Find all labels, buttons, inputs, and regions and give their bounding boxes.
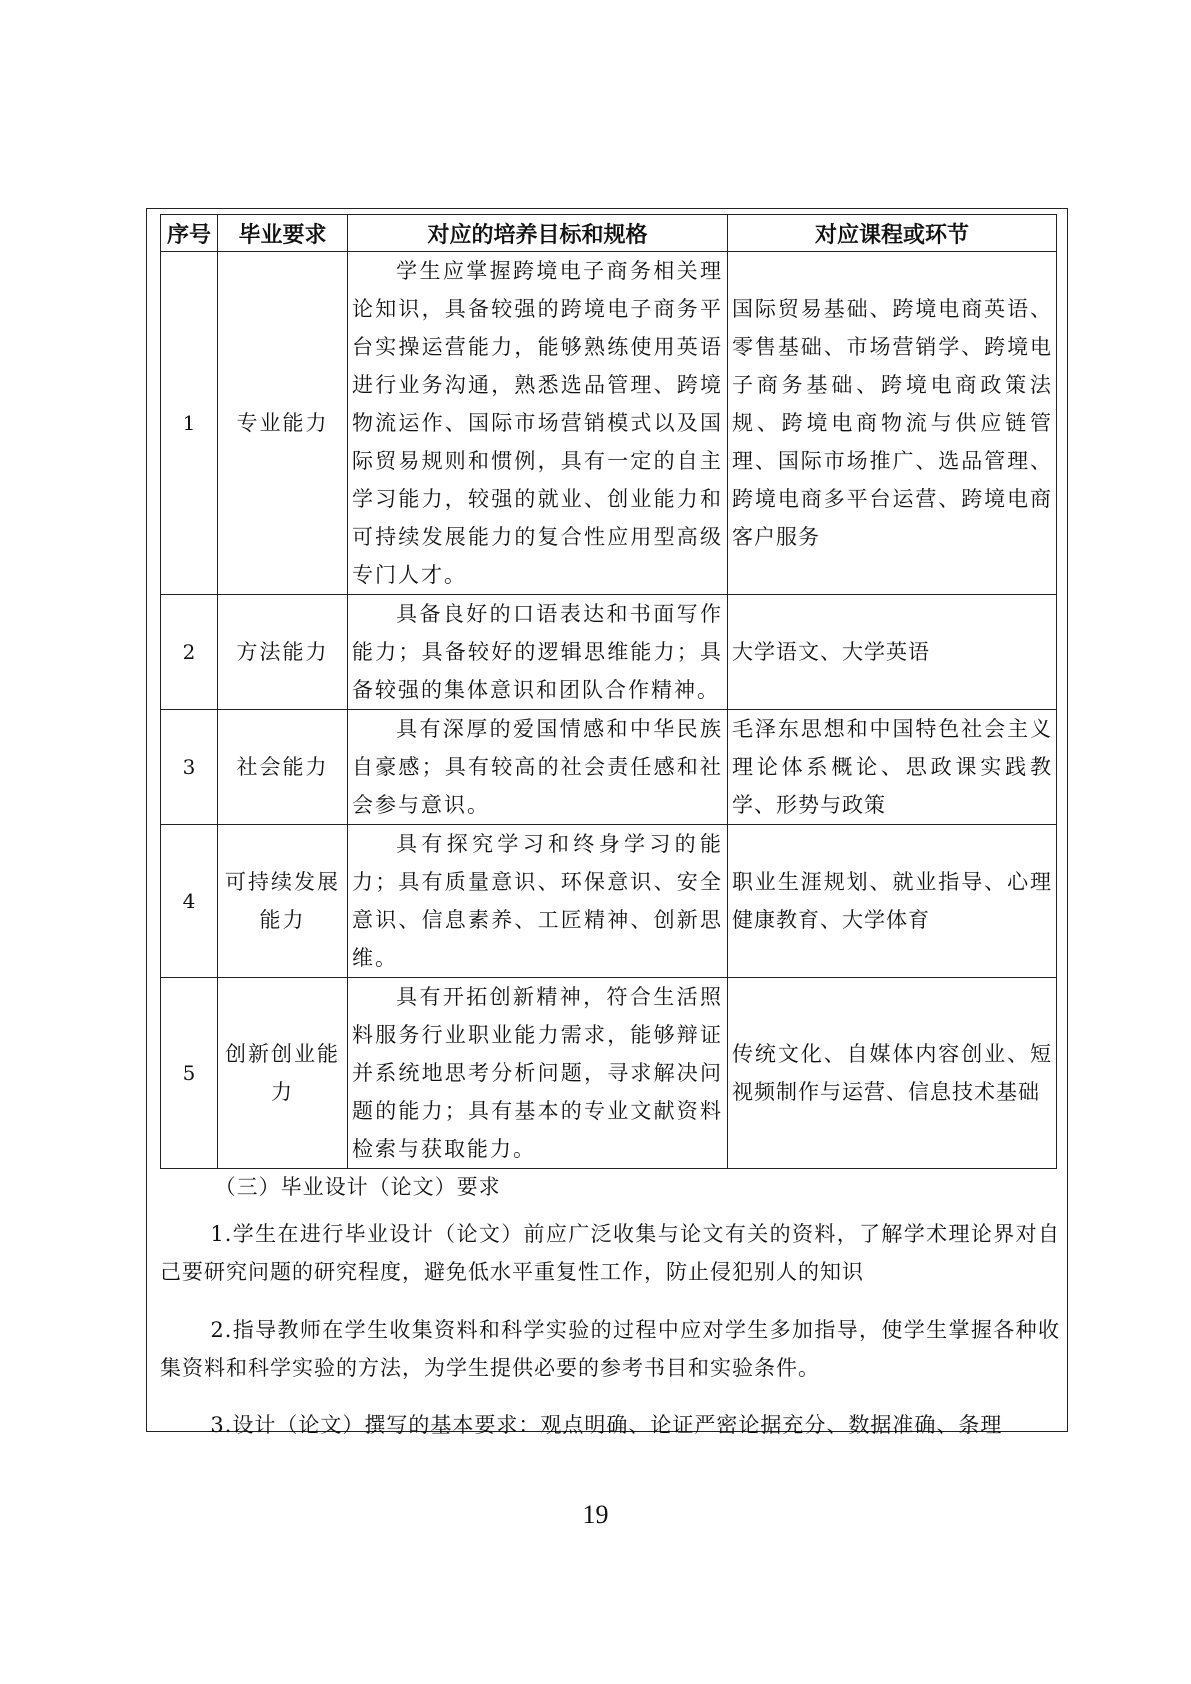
- row-requirement: 方法能力: [218, 595, 348, 710]
- row-requirement: 可持续发展能力: [218, 825, 348, 978]
- row-courses: 传统文化、自媒体内容创业、短视频制作与运营、信息技术基础: [728, 978, 1057, 1169]
- row-courses: 毛泽东思想和中国特色社会主义理论体系概论、思政课实践教学、形势与政策: [728, 710, 1057, 825]
- row-num: 2: [161, 595, 218, 710]
- row-courses: 职业生涯规划、就业指导、心理健康教育、大学体育: [728, 825, 1057, 978]
- paragraph: 3.设计（论文）撰写的基本要求：观点明确、论证严密论据充分、数据准确、条理: [210, 1413, 1003, 1437]
- row-courses: 国际贸易基础、跨境电商英语、零售基础、市场营销学、跨境电子商务基础、跨境电商政策法规、跨境电商物流与供应链管理、国际市场推广、选品管理、跨境电商多平台运营、跨境电商客户服务: [728, 252, 1057, 595]
- row-requirement: 创新创业能力: [218, 978, 348, 1169]
- row-target: 具有深厚的爱国情感和中华民族自豪感；具有较高的社会责任感和社会参与意识。: [348, 710, 728, 825]
- row-target: 具有开拓创新精神，符合生活照料服务行业职业能力需求，能够辩证并系统地思考分析问题，寻求解决问题的能力；具有基本的专业文献资料检索与获取能力。: [348, 978, 728, 1169]
- table-row: [161, 710, 1057, 825]
- page-number: 19: [582, 1500, 609, 1529]
- row-target: 具有探究学习和终身学习的能力；具有质量意识、环保意识、安全意识、信息素养、工匠精神、创新思维。: [348, 825, 728, 978]
- table-row: [161, 252, 1057, 595]
- paragraph: 2.指导教师在学生收集资料和科学实验的过程中应对学生多加指导，使学生掌握各种收集资料和科学实验的方法，为学生提供必要的参考书目和实验条件。: [160, 1318, 1060, 1380]
- paragraph: 1.学生在进行毕业设计（论文）前应广泛收集与论文有关的资料，了解学术理论界对自己要研究问题的研究程度，避免低水平重复性工作，防止侵犯别人的知识: [160, 1222, 1060, 1284]
- table-row: [161, 978, 1057, 1169]
- header-courses: 对应课程或环节: [728, 215, 1057, 252]
- header-num: 序号: [161, 215, 218, 252]
- row-requirement: 社会能力: [218, 710, 348, 825]
- table-header-row: [161, 215, 1057, 252]
- row-num: 4: [161, 825, 218, 978]
- header-requirement: 毕业要求: [218, 215, 348, 252]
- row-num: 3: [161, 710, 218, 825]
- row-requirement: 专业能力: [218, 252, 348, 595]
- graduation-requirements-table: [160, 214, 1057, 1169]
- header-target: 对应的培养目标和规格: [348, 215, 728, 252]
- row-target: 学生应掌握跨境电子商务相关理论知识，具备较强的跨境电子商务平台实操运营能力，能够熟练使用英语进行业务沟通，熟悉选品管理、跨境物流运作、国际市场营销模式以及国际贸易规则和惯例，具有一定的自主学习能力，较强的就业、创业能力和可持续发展能力的复合性应用型高级专门人才。: [348, 252, 728, 595]
- row-num: 1: [161, 252, 218, 595]
- row-target: 具备良好的口语表达和书面写作能力；具备较好的逻辑思维能力；具备较强的集体意识和团队合作精神。: [348, 595, 728, 710]
- table-row: [161, 825, 1057, 978]
- row-num: 5: [161, 978, 218, 1169]
- row-courses: 大学语文、大学英语: [728, 595, 1057, 710]
- table-row: [161, 595, 1057, 710]
- section-title: （三）毕业设计（论文）要求: [214, 1175, 501, 1199]
